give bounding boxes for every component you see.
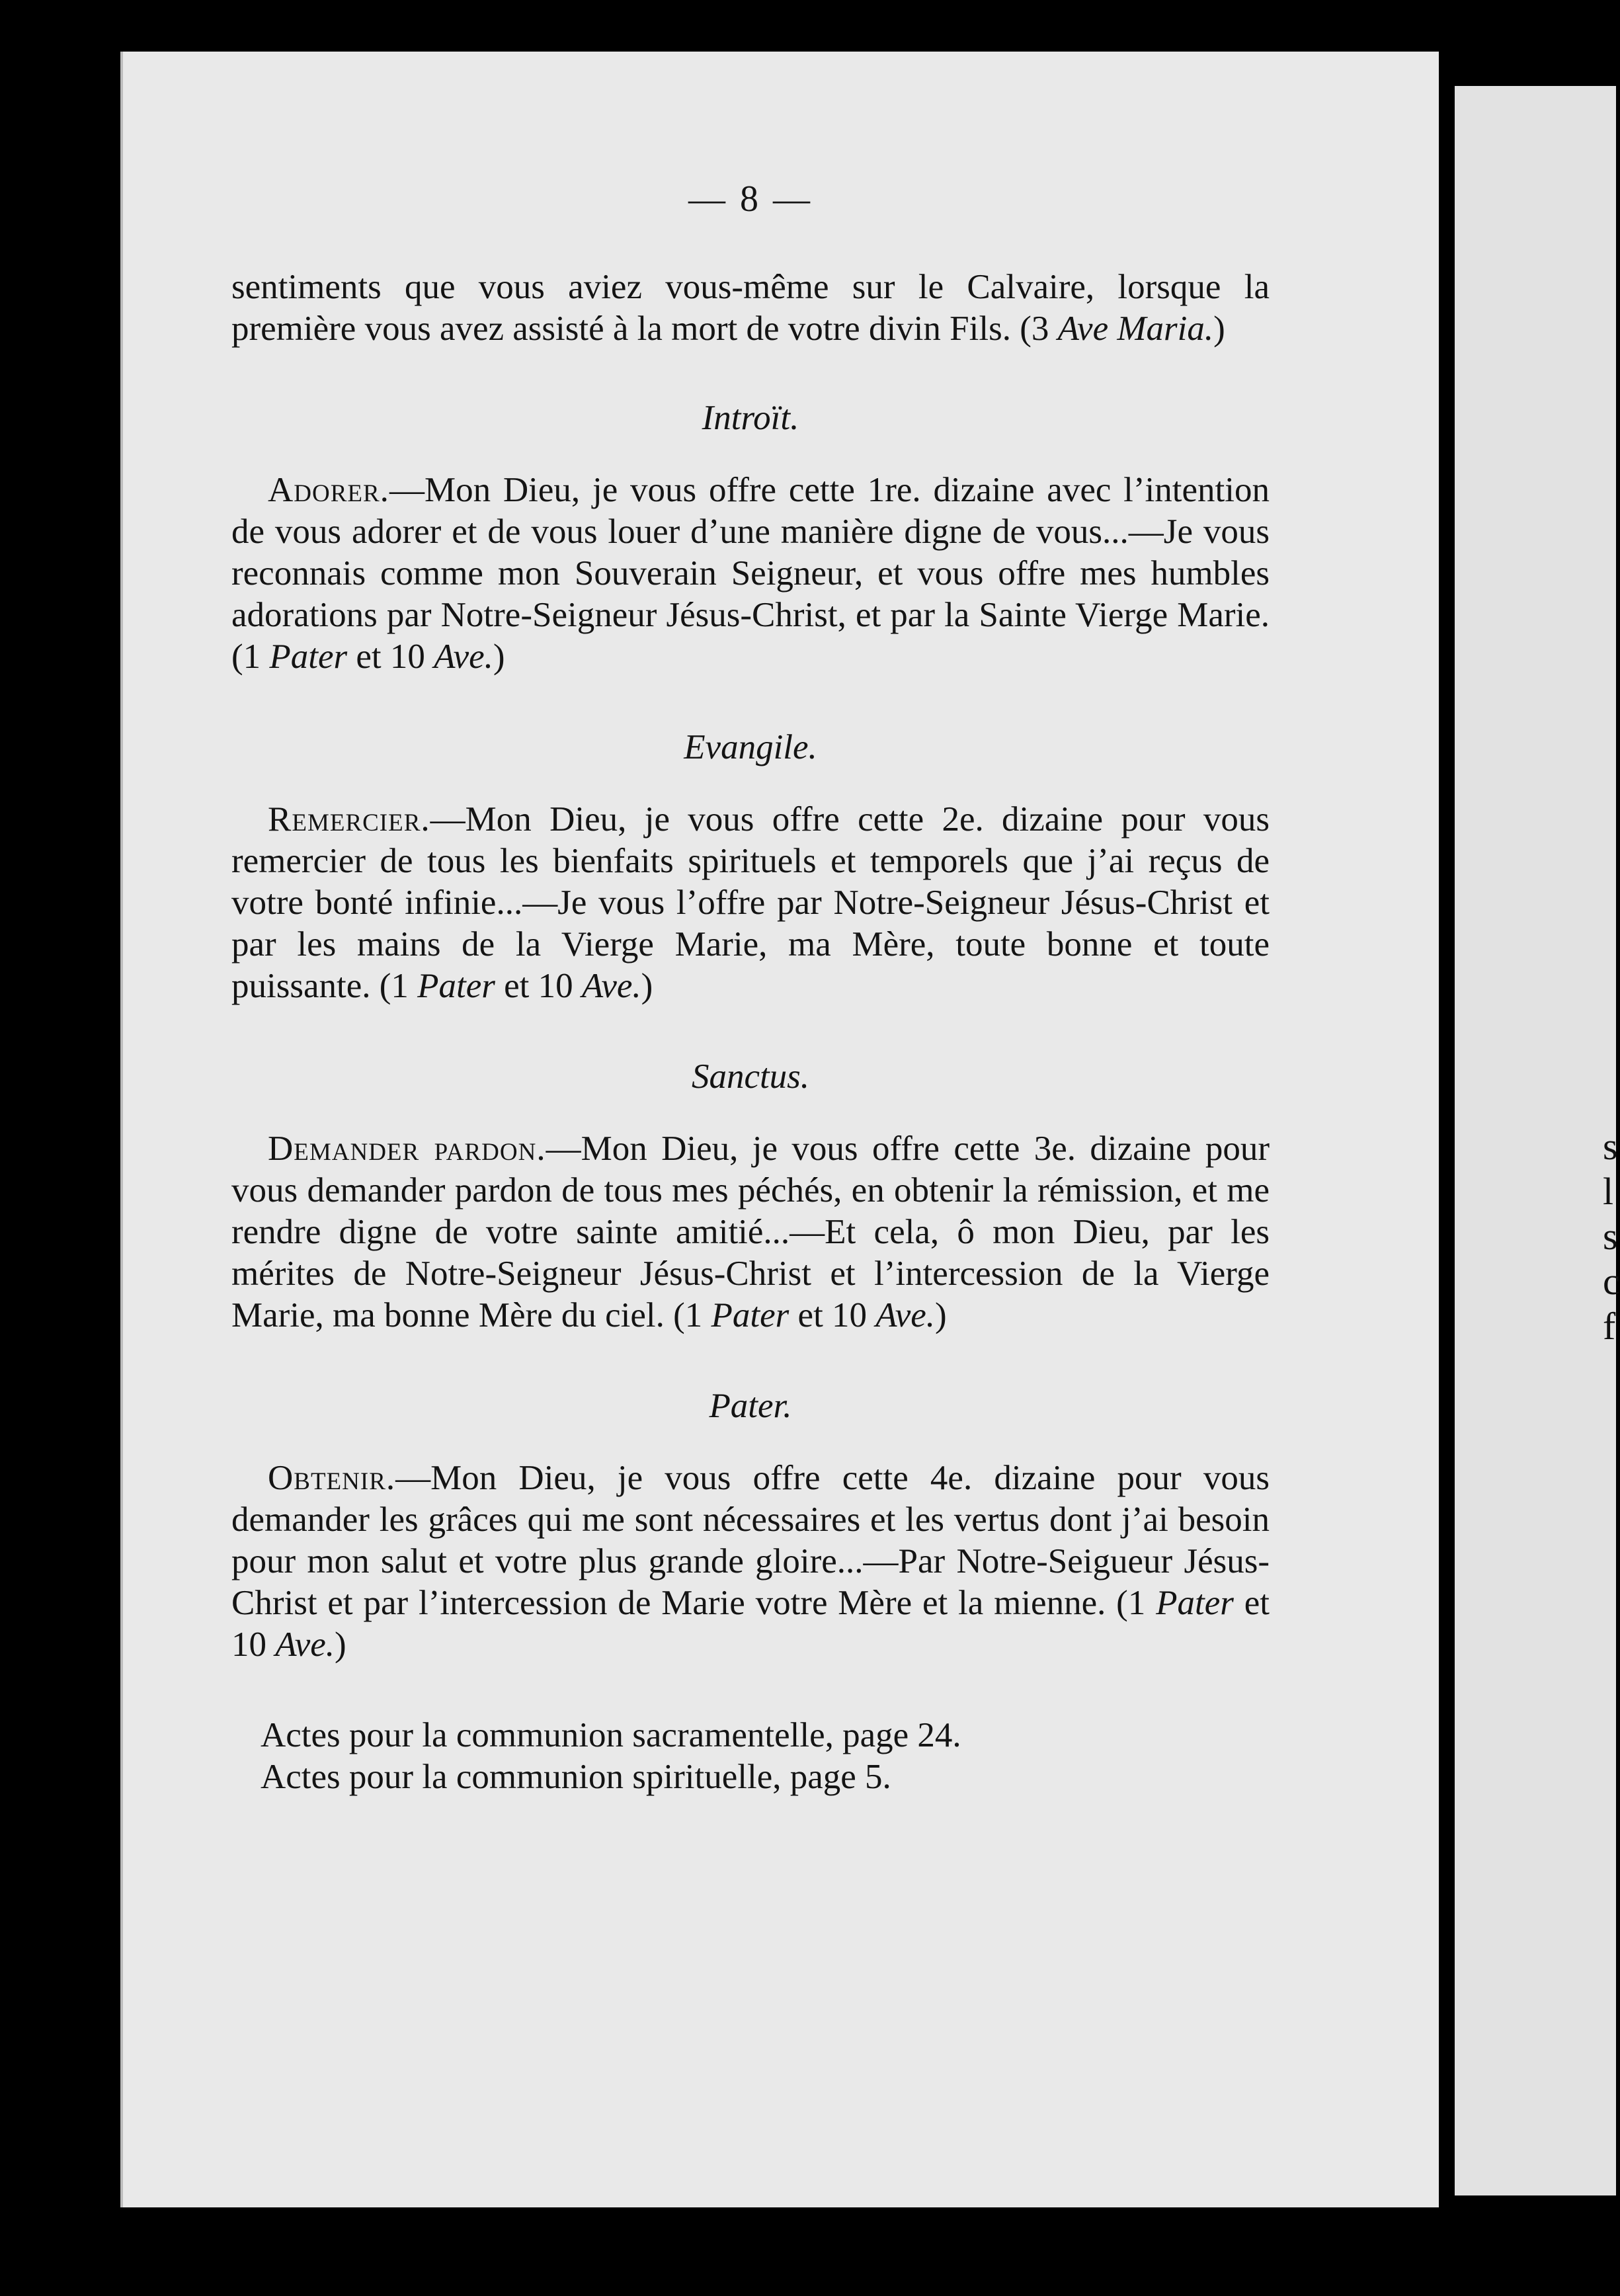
- section-end-1: ): [493, 637, 505, 676]
- edge-fragment-5: f: [1603, 1305, 1616, 1348]
- opening-emphasis: Ave Maria.: [1057, 309, 1214, 348]
- section-body-obtenir: —Mon Dieu, je vous offre cette 4e. dizaine pour vous demander les grâces qui me sont nécessaires et les vertus dont j’ai besoin pour mon salut et votre plus grande gloire...—Par Notre-Seigueur Jésus-Christ et par l’intercession de Marie votre Mère et la mienne. (1: [231, 1459, 1270, 1622]
- section-body-demander-pardon: —Mon Dieu, je vous offre cette 3e. dizaine pour vous demander pardon de tous mes péchés, en obtenir la rémission, et me rendre digne de votre sainte amitié...—Et cela, ô mon Dieu, par les mérites de Notre-Seigneur Jésus-Christ et l’intercession de la Vierge Marie, ma bonne Mère du ciel. (1: [231, 1129, 1270, 1334]
- section-body-adorer: —Mon Dieu, je vous offre cette 1re. dizaine avec l’intention de vous adorer et de vous louer d’une manière digne de vous...—Je vous reconnais comme mon Souverain Seigneur, et vous offre mes humbles adorations par Notre-Seigneur Jésus-Christ, et par la Sainte Vierge Marie. (1: [231, 471, 1270, 676]
- references-list: [231, 1715, 1270, 1798]
- section-emphasis-ave-2: Ave.: [581, 967, 641, 1005]
- section-emphasis-ave-4: Ave.: [275, 1625, 335, 1664]
- section-emphasis-ave-3: Ave.: [875, 1296, 936, 1334]
- section-pater: [231, 1385, 1270, 1666]
- section-evangile: [231, 727, 1270, 1007]
- page-content: [231, 179, 1270, 1798]
- section-end-2: ): [641, 967, 653, 1005]
- edge-fragment-4: c: [1603, 1260, 1620, 1303]
- section-end-4: ): [335, 1625, 346, 1664]
- section-lead-demander-pardon: Demander pardon.: [268, 1129, 546, 1168]
- section-title-sanctus: Sanctus.: [691, 1057, 810, 1096]
- section-body-remercier: —Mon Dieu, je vous offre cette 2e. dizaine pour vous remercier de tous les bienfaits spirituels et temporels que j’ai reçus de votre bonté infinie...—Je vous l’offre par Notre-Seigneur Jésus-Christ et par les mains de la Vierge Marie, ma Mère, toute bonne et toute puissante. (1: [231, 800, 1270, 1005]
- edge-fragment-3: s: [1603, 1215, 1618, 1258]
- section-mid-2: et 10: [495, 967, 582, 1005]
- section-mid-1: et 10: [347, 637, 434, 676]
- section-paragraph-adorer: [231, 470, 1270, 678]
- section-emphasis-pater-2: Pater: [417, 967, 495, 1005]
- section-emphasis-pater-4: Pater: [1156, 1584, 1234, 1622]
- adjacent-page-edge: [1455, 86, 1620, 2195]
- reference-sacramentelle: Actes pour la communion sacramentelle, page 24.: [261, 1716, 961, 1754]
- section-paragraph-demander-pardon: [231, 1128, 1270, 1336]
- section-mid-3: et 10: [789, 1296, 876, 1334]
- section-lead-obtenir: Obtenir.: [268, 1459, 396, 1497]
- section-mid-4: et 10: [231, 1584, 1270, 1664]
- opening-text-1: sentiments que vous aviez vous-même sur le Calvaire, lorsque la première vous avez assisté à la mort de votre divin Fils. (3: [231, 268, 1270, 348]
- section-paragraph-obtenir: [231, 1457, 1270, 1666]
- section-lead-adorer: Adorer.: [268, 471, 389, 509]
- page-number: — 8 —: [688, 179, 813, 220]
- section-emphasis-ave-1: Ave.: [434, 637, 493, 676]
- section-introit: [231, 397, 1270, 678]
- opening-text-2: ): [1213, 309, 1225, 348]
- section-emphasis-pater-1: Pater: [269, 637, 348, 676]
- section-title-introit: Introït.: [702, 399, 799, 437]
- opening-paragraph: [231, 266, 1270, 350]
- section-sanctus: [231, 1056, 1270, 1336]
- section-paragraph-remercier: [231, 799, 1270, 1007]
- edge-fragment-1: s: [1603, 1125, 1618, 1168]
- adjacent-page-fragments: [1603, 1124, 1620, 1349]
- section-end-3: ): [935, 1296, 947, 1334]
- section-title-evangile: Evangile.: [684, 728, 817, 766]
- edge-fragment-2: l: [1603, 1170, 1614, 1213]
- section-emphasis-pater-3: Pater: [711, 1296, 790, 1334]
- section-title-pater: Pater.: [709, 1387, 792, 1425]
- section-lead-remercier: Remercier.: [268, 800, 430, 839]
- reference-spirituelle: Actes pour la communion spirituelle, page 5.: [261, 1758, 891, 1796]
